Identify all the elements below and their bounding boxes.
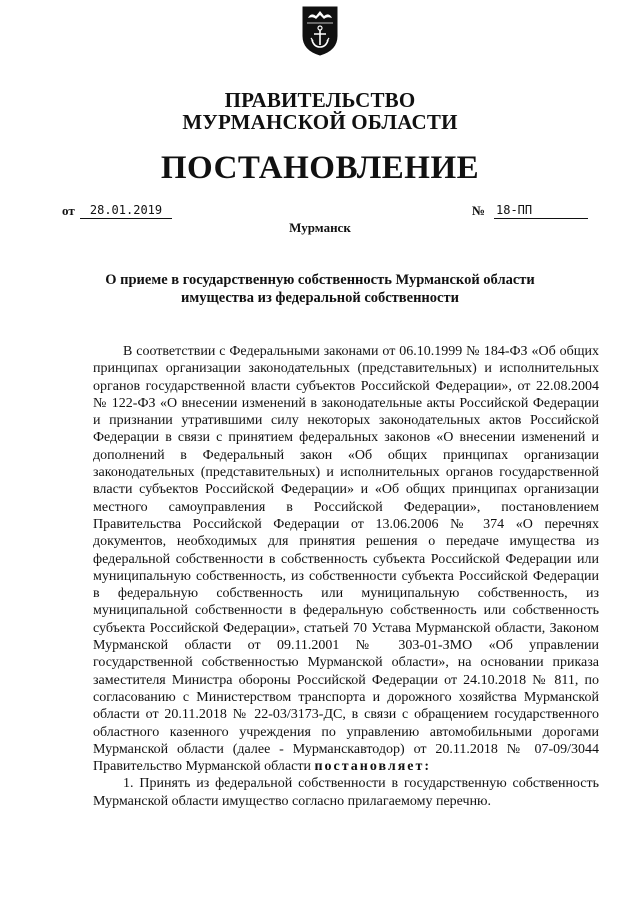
document-body	[93, 343, 599, 810]
decree-word: постановляет:	[314, 759, 432, 775]
org-name-line2: МУРМАНСКОЙ ОБЛАСТИ	[182, 110, 458, 134]
document-number: 18-ПП	[494, 203, 588, 219]
org-name-line1: ПРАВИТЕЛЬСТВО	[224, 88, 416, 112]
document-title	[80, 271, 560, 307]
document-title-line1: О приеме в государственную собственность Мурманской области	[105, 272, 535, 288]
number-prefix: №	[472, 203, 486, 218]
document-type: ПОСТАНОВЛЕНИЕ	[160, 150, 480, 186]
preamble-paragraph	[93, 343, 599, 775]
clause-1: 1. Принять из федеральной собственности в государственную собственность Мурманской области имущество согласно прилагаемому перечню.	[93, 776, 599, 809]
preamble-text: В соответствии с Федеральными законами от 06.10.1999 № 184-ФЗ «Об общих принципах организации законодательных (представительных) и исполнительных органов государственной власти субъектов Российской Федерации», от 22.08.2004 № 122-ФЗ «О внесении изменений в законодательные акты Российской Федерации и признании утратившими силу некоторых законодательных актов Российской Федерации в связи с принятием федеральных законов «О внесении изменений и дополнений в Федеральный закон «Об общих принципах организации законодательных (представительных) и исполнительных органов государственной власти субъектов Российской Федерации» и «Об общих принципах организации местного самоуправления в Российской Федерации», постановлением Правительства Российской Федерации от 13.06.2006 № 374 «О перечнях документов, необходимых для принятия решения о передаче имущества из федеральной собственности в собственность субъекта Российской Федерации или муниципальную собственность, из собственности субъекта Российской Федерации в федеральную собственность или муниципальную собственность, из муниципальной собственности в федеральную собственность или собственность субъекта Российской Федерации», статьей 70 Устава Мурманской области, Законом Мурманской области от 09.11.2001 № 303-01-ЗМО «Об управлении государственной собственностью Мурманской области», на основании приказа заместителя Министра обороны Российской Федерации от 24.10.2018 № 811, по согласованию с Министерством транспорта и дорожного хозяйства Мурманской области от 20.11.2018 № 22-03/3173-ДС, в связи с обращением государственного областного казенного учреждения по управлению автомобильными дорогами Мурманской области (далее - Мурманскавтодор) от 20.11.2018 № 07-09/3044 Правительство Мурманской области	[93, 344, 599, 775]
date-prefix: от	[62, 203, 75, 218]
coat-of-arms-icon	[302, 6, 338, 56]
document-date: 28.01.2019	[80, 203, 172, 219]
city: Мурманск	[289, 220, 351, 235]
document-title-line2: имущества из федеральной собственности	[181, 290, 459, 306]
